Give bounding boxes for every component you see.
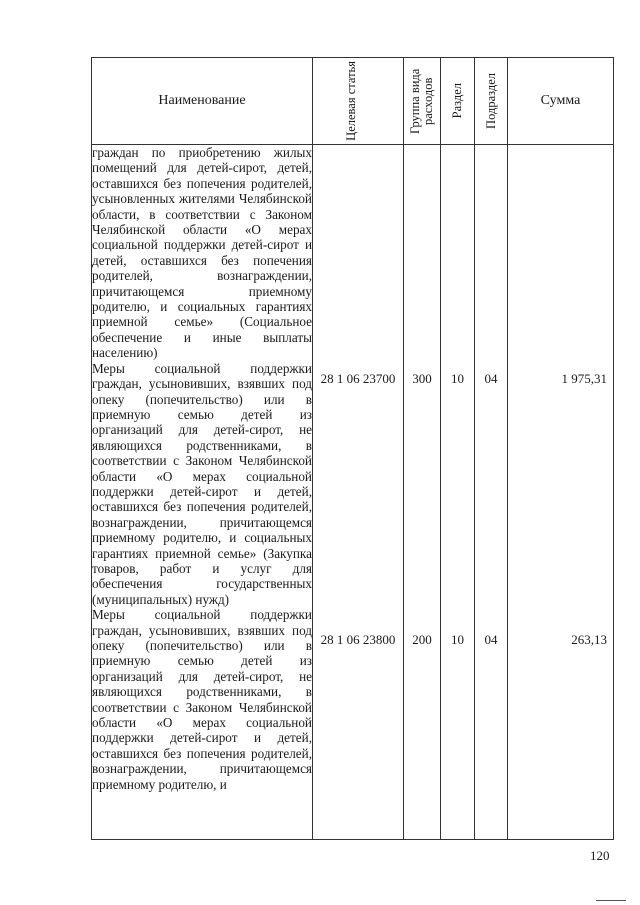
row-1-group: 300 [412, 371, 432, 386]
budget-table [91, 57, 614, 840]
scan-artifact-line [596, 900, 626, 901]
row-2-subsection: 04 [484, 632, 498, 647]
row-1-subsection: 04 [484, 371, 498, 386]
row-2-target: 28 1 06 23800 [320, 632, 396, 647]
header-target: Целевая статья [313, 58, 404, 145]
header-name: Наименование [92, 58, 313, 145]
name-column [92, 145, 313, 840]
name-entry-3: Меры социальной поддержки граждан, усыновивших, взявших под опеку (попечительство) или в приемную семью детей из организаций для детей-сирот, не являющихся родственниками, в соответствии с Законом Челябинской области «О мерах социальной поддержки детей-сирот и детей, оставшихся без попечения родителей, вознаграждении, причитающемся приемному родителю, и [92, 607, 312, 792]
name-entry-2: Меры социальной поддержки граждан, усыновивших, взявших под опеку (попечительство) или в приемную семью детей из организаций для детей-сирот, не являющихся родственниками, в соответствии с Законом Челябинской области «О мерах социальной поддержки детей-сирот и детей, оставшихся без попечения родителей, вознаграждении, причитающемся приемному родителю, и социальных гарантиях приемной семье» (Закупка товаров, работ и услуг для обеспечения государственных (муниципальных) нужд) [92, 360, 312, 607]
header-section: Раздел [441, 58, 475, 145]
row-1-sum: 1 975,31 [561, 371, 607, 386]
row-2-sum: 263,13 [571, 632, 607, 647]
subsection-column [475, 145, 508, 840]
group-column [404, 145, 441, 840]
header-sum: Сумма [508, 58, 614, 145]
table-header-row [92, 58, 614, 145]
name-entry-1: граждан по приобретению жилых помещений для детей-сирот, детей, оставшихся без попечения родителей, усыновленных жителями Челябинской области, в соответствии с Законом Челябинской области «О мерах социальной поддержки детей-сирот и детей, оставшихся без попечения родителей, вознаграждении, причитающемся приемному родителю, и социальных гарантиях приемной семье» (Социальное обеспечение и иные выплаты населению) [92, 145, 312, 361]
header-group: Группа вида расходов [404, 58, 441, 145]
page-number: 120 [590, 848, 610, 863]
sum-column [508, 145, 614, 840]
header-subsection: Подраздел [475, 58, 508, 145]
row-1-target: 28 1 06 23700 [320, 371, 396, 386]
target-column [313, 145, 404, 840]
row-2-section: 10 [451, 632, 464, 647]
table-row [92, 145, 614, 840]
row-1-section: 10 [451, 371, 464, 386]
row-2-group: 200 [412, 632, 432, 647]
section-column [441, 145, 475, 840]
